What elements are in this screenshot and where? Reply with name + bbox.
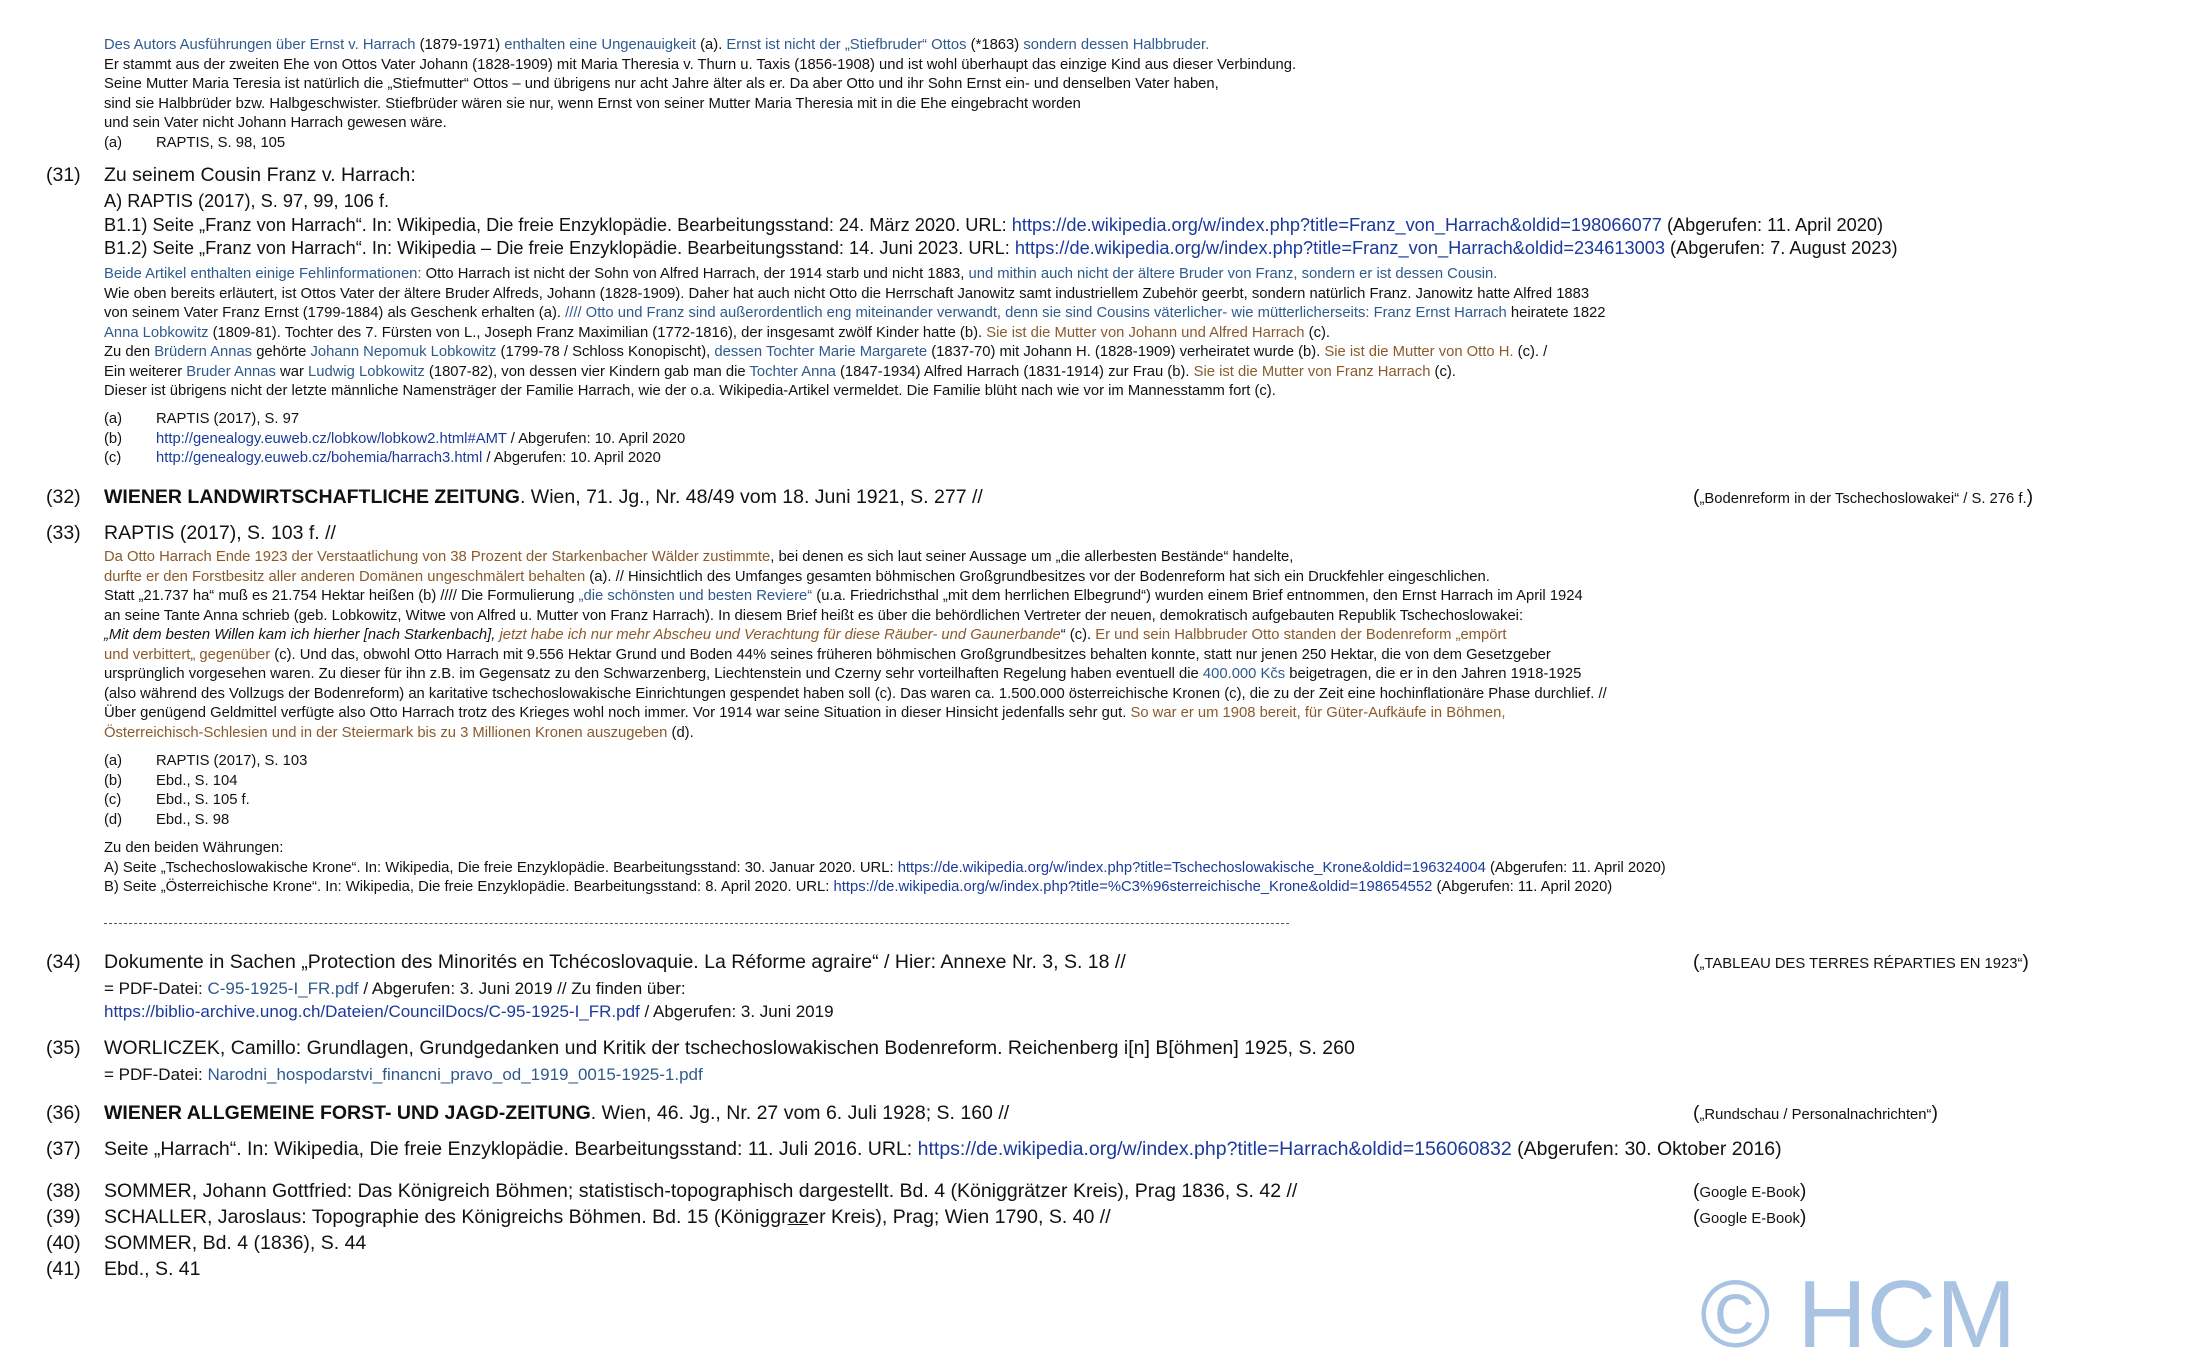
text: = PDF-Datei: xyxy=(104,979,208,998)
text: (c). xyxy=(1304,324,1331,341)
entry-31-notes xyxy=(104,265,1606,402)
entry-31-title: Zu seinem Cousin Franz v. Harrach: xyxy=(104,164,416,186)
entry-34-files xyxy=(104,977,834,1023)
entry-33-notes xyxy=(104,548,1607,743)
entry-number-35: (35) xyxy=(46,1037,81,1059)
entry-number-37: (37) xyxy=(46,1138,81,1160)
text: von seinem Vater Franz Ernst (1799-1884) als Geschenk erhalten (a). xyxy=(104,305,566,321)
entry-41: Ebd., S. 41 xyxy=(104,1258,201,1280)
footnote-label: (a) xyxy=(104,753,123,769)
note-line xyxy=(104,324,1606,344)
text-blue: „die schönsten und besten Reviere“ xyxy=(578,588,813,604)
wikipedia-link[interactable]: https://de.wikipedia.org/w/index.php?title=Tschechoslowakische_Krone&oldid=196324004 xyxy=(897,859,1486,876)
note-line xyxy=(104,704,1607,724)
entry-35-title: WORLICZEK, Camillo: Grundlagen, Grundgedanken und Kritik der tschechoslowakischen Bodenreform. Reichenberg i[n] B[öhmen] 1925, S. 260 xyxy=(104,1037,1355,1059)
text-blue: Ludwig Lobkowitz xyxy=(308,363,425,380)
article-title: „Bodenreform in der Tschechoslowakei“ / S. 276 f. xyxy=(1699,491,2027,507)
intro-line-2: Er stammt aus der zweiten Ehe von Ottos Vater Johann (1828-1909) mit Maria Theresia v. Thurn u. Taxis (1856-1908) und ist wohl überhaupt das einzige Kind aus dieser Verbindung. xyxy=(104,56,1297,73)
currency-source-b xyxy=(104,878,1666,898)
wikipedia-link[interactable]: https://de.wikipedia.org/w/index.php?title=Harrach&oldid=156060832 xyxy=(917,1138,1512,1160)
text-blue: dessen Tochter Marie Margarete xyxy=(714,344,928,360)
citation-text: . Wien, 71. Jg., Nr. 48/49 vom 18. Juni 1921, S. 277 // xyxy=(519,486,983,508)
pdf-file-link[interactable]: C-95-1925-I_FR.pdf xyxy=(207,979,359,998)
currency-heading: Zu den beiden Währungen: xyxy=(104,840,284,856)
paren: ) xyxy=(1799,1206,1807,1228)
text-blue: Beide Artikel enthalten einige Fehlinformationen: xyxy=(104,266,422,282)
text-brown: So war er um 1908 bereit, für Güter-Aufkäufe in Böhmen, xyxy=(1130,705,1506,721)
citation-text: . Wien, 46. Jg., Nr. 27 vom 6. Juli 1928; S. 160 // xyxy=(590,1102,1010,1124)
text: (c). / xyxy=(1513,344,1548,360)
text-brown: durfte er den Forstbesitz aller anderen Domänen ungeschmälert behalten xyxy=(104,568,586,585)
footnote-label: (c) xyxy=(104,450,122,466)
entry-35-pdf-line xyxy=(104,1063,703,1086)
citation-text: SCHALLER, Jaroslaus: Topographie des Königreichs Böhmen. Bd. 15 (Königgr xyxy=(104,1206,788,1228)
entry-38: SOMMER, Johann Gottfried: Das Königreich Böhmen; statistisch-topographisch dargestellt. Bd. 4 (Königgrätzer Kreis), Prag 1836, S. 42 // xyxy=(104,1180,1298,1202)
text: / Abgerufen: 3. Juni 2019 xyxy=(639,1002,834,1021)
text-blue: Anna Lobkowitz xyxy=(104,324,209,341)
entry-number-33: (33) xyxy=(46,522,81,544)
note-line xyxy=(104,265,1606,285)
footnote-text: Ebd., S. 104 xyxy=(156,772,238,789)
entry-39-source-type xyxy=(1693,1204,1806,1232)
entry-40: SOMMER, Bd. 4 (1836), S. 44 xyxy=(104,1232,367,1254)
entry-39 xyxy=(104,1204,1111,1230)
text: beigetragen, die er in den Jahren 1918-1925 xyxy=(1285,666,1582,682)
entry-38-source-type xyxy=(1693,1178,1806,1206)
text: (1879-1971) xyxy=(415,37,505,53)
text: Statt „21.737 ha“ muß es 21.754 Hektar heißen (b) //// Die Formulierung xyxy=(104,588,579,604)
wikipedia-link[interactable]: https://de.wikipedia.org/w/index.php?title=Franz_von_Harrach&oldid=198066077 xyxy=(1011,214,1662,235)
note-line xyxy=(104,665,1607,685)
paren: ( xyxy=(1693,951,1700,973)
footnote-text: RAPTIS (2017), S. 97 xyxy=(156,411,300,427)
text: (1837-70) mit Johann H. (1828-1909) verheiratet wurde (b). xyxy=(927,344,1325,360)
annex-title: „TABLEAU DES TERRES RÉPARTIES EN 1923“ xyxy=(1699,956,2023,972)
note-line xyxy=(104,724,1607,744)
text-brown: und verbittert„ gegenüber xyxy=(104,646,271,663)
text: B1.1) Seite „Franz von Harrach“. In: Wikipedia, Die freie Enzyklopädie. Bearbeitungsstand: 24. März 2020. URL: xyxy=(104,214,1012,235)
text: Über genügend Geldmittel verfügte also Otto Harrach trotz des Krieges wohl noch immer. Vor 1914 war seine Situation in dieser Hinsicht jedenfalls sehr gut. xyxy=(104,705,1131,721)
text: Zu den xyxy=(104,344,155,360)
text-blue: Des Autors Ausführungen über Ernst v. Harrach xyxy=(104,37,416,53)
footnote-text: / Abgerufen: 10. April 2020 xyxy=(506,430,686,447)
paren: ( xyxy=(1693,1102,1700,1124)
paren: ( xyxy=(1693,1206,1700,1228)
footnote-a xyxy=(104,410,685,430)
text: (1809-81). Tochter des 7. Fürsten von L., Joseph Franz Maximilian (1772-1816), der insgesamt zwölf Kinder hatte (b). xyxy=(208,324,987,341)
text: (1807-82), von dessen vier Kindern gab man die xyxy=(424,363,750,380)
entry-number-39: (39) xyxy=(46,1206,81,1228)
text: heiratete 1822 xyxy=(1506,305,1606,321)
note-line: Dieser ist übrigens nicht der letzte männliche Namensträger der Familie Harrach, wie der o.a. Wikipedia-Artikel vermeldet. Die Familie blüht nach wie vor im Mannesstamm fort (c). xyxy=(104,383,1276,399)
text-blue: und mithin auch nicht der ältere Bruder von Franz, sondern er ist dessen Cousin. xyxy=(968,266,1498,282)
text-blue: sondern dessen Halbbruder. xyxy=(1023,37,1210,53)
periodical-title: WIENER LANDWIRTSCHAFTLICHE ZEITUNG xyxy=(104,486,520,508)
paren: ) xyxy=(2022,951,2029,973)
text: (1847-1934) Alfred Harrach (1831-1914) zur Frau (b). xyxy=(835,363,1194,380)
citation-text: er Kreis), Prag; Wien 1790, S. 40 // xyxy=(808,1206,1111,1228)
text: B) Seite „Österreichische Krone“. In: Wikipedia, Die freie Enzyklopädie. Bearbeitungsstand: 8. April 2020. URL: xyxy=(104,879,834,895)
copyright-watermark: © HCM xyxy=(1700,1261,2017,1368)
text: (u.a. Friedrichsthal „mit dem herrlichen Elbegrund“) wurden einem Brief entnommen, den Ernst Harrach im April 1924 xyxy=(812,588,1583,604)
footnote-c xyxy=(104,449,685,469)
pdf-file-link[interactable]: Narodni_hospodarstvi_financni_pravo_od_1919_0015-1925-1.pdf xyxy=(207,1065,703,1084)
text-blue: Tochter Anna xyxy=(749,363,836,380)
entry-number-41: (41) xyxy=(46,1258,81,1280)
footnote-label: (b) xyxy=(104,430,123,447)
text-blue: enthalten eine Ungenauigkeit xyxy=(504,37,696,53)
archive-line xyxy=(104,1000,834,1023)
text: B1.2) Seite „Franz von Harrach“. In: Wikipedia – Die freie Enzyklopädie. Bearbeitungsstand: 14. Juni 2023. URL: xyxy=(104,238,1015,258)
underlined-text: az xyxy=(787,1206,809,1228)
text-brown: Da Otto Harrach Ende 1923 der Verstaatlichung von 38 Prozent der Starkenbacher Wälder zustimmte xyxy=(104,549,771,565)
footnote-label: (a) xyxy=(104,134,123,151)
paren: ( xyxy=(1693,486,1700,508)
text-brown: Sie ist die Mutter von Johann und Alfred Harrach xyxy=(986,324,1305,341)
source-type: Google E-Book xyxy=(1699,1185,1800,1201)
note-line xyxy=(104,548,1607,568)
text: (Abgerufen: 11. April 2020) xyxy=(1485,859,1666,876)
wikipedia-link[interactable]: https://de.wikipedia.org/w/index.php?title=%C3%96sterreichische_Krone&oldid=198654552 xyxy=(833,879,1433,895)
currency-source-a xyxy=(104,859,1666,879)
quote-text-brown: jetzt habe ich nur mehr Abscheu und Verachtung für diese Räuber- und Gaunerbande xyxy=(499,627,1061,643)
intro-line-5: und sein Vater nicht Johann Harrach gewesen wäre. xyxy=(104,115,447,131)
text: ursprünglich vorgesehen waren. Zu dieser für ihn z.B. im Gegensatz zu den Schwarzenberg, Liechtenstein und Czerny sehr vorteilhaften Regelung haben eventuell die xyxy=(104,666,1203,682)
quote-text: „Mit dem besten Willen kam ich hierher [nach Starkenbach], xyxy=(104,627,500,643)
source-b1-1 xyxy=(104,214,1898,238)
entry-number-31: (31) xyxy=(46,164,81,186)
entry-31-sources xyxy=(104,190,1898,261)
footnote-text: / Abgerufen: 10. April 2020 xyxy=(482,450,661,466)
footnote-text: RAPTIS, S. 98, 105 xyxy=(156,134,286,151)
entry-number-36: (36) xyxy=(46,1102,81,1124)
text-brown: Österreichisch-Schlesien und in der Steiermark bis zu 3 Millionen Kronen auszugeben xyxy=(104,724,668,741)
entry-31-heading xyxy=(104,162,416,188)
intro-line-4: sind sie Halbbrüder bzw. Halbgeschwister. Stiefbrüder wären sie nur, wenn Ernst von seiner Mutter Maria Theresia mit in die Ehe eingebracht worden xyxy=(104,95,1081,112)
text-blue: 400.000 Kčs xyxy=(1202,666,1286,682)
footnote-text: Ebd., S. 105 f. xyxy=(156,792,250,808)
note-line xyxy=(104,568,1607,588)
entry-32-article-title xyxy=(1693,484,2033,512)
text: / Abgerufen: 3. Juni 2019 // Zu finden über: xyxy=(358,979,686,998)
text: (c). Und das, obwohl Otto Harrach mit 9.556 Hektar Grund und Boden 44% seines früheren böhmischen Großgrundbesitzes behalten konnte, statt nur jenen 250 Hektar, die von dem Gesetzgeber xyxy=(270,646,1551,663)
text: = PDF-Datei: xyxy=(104,1065,208,1084)
footnote-b xyxy=(104,772,307,792)
footnote-d xyxy=(104,811,307,831)
text: A) Seite „Tschechoslowakische Krone“. In: Wikipedia, Die freie Enzyklopädie. Bearbeitungsstand: 30. Januar 2020. URL: xyxy=(104,859,898,876)
footnote-a xyxy=(104,752,307,772)
footnote-label: (d) xyxy=(104,811,123,828)
text-blue: Bruder Annas xyxy=(186,363,276,380)
entry-34-annex-title xyxy=(1693,949,2029,977)
text: Otto Harrach ist nicht der Sohn von Alfred Harrach, der 1914 starb und nicht 1883, xyxy=(421,266,969,282)
text: (Abgerufen: 11. April 2020) xyxy=(1432,879,1613,895)
text-brown: Sie ist die Mutter von Otto H. xyxy=(1324,344,1514,360)
citation-text: (Abgerufen: 30. Oktober 2016) xyxy=(1511,1138,1782,1160)
note-line xyxy=(104,646,1607,666)
text: gehörte xyxy=(252,344,311,360)
pdf-line xyxy=(104,977,834,1000)
text: (a). xyxy=(696,37,727,53)
text: “ (c). xyxy=(1060,627,1096,643)
intro-line-1 xyxy=(104,36,1296,56)
text-blue: Brüdern Annas xyxy=(154,344,253,360)
periodical-title: WIENER ALLGEMEINE FORST- UND JAGD-ZEITUNG xyxy=(104,1102,591,1124)
text: (Abgerufen: 11. April 2020) xyxy=(1661,214,1884,235)
archive-link[interactable]: https://biblio-archive.unog.ch/Dateien/CouncilDocs/C-95-1925-I_FR.pdf xyxy=(104,1002,640,1021)
note-line xyxy=(104,343,1606,363)
entry-number-38: (38) xyxy=(46,1180,81,1202)
entry-number-40: (40) xyxy=(46,1232,81,1254)
entry-number-34: (34) xyxy=(46,951,81,973)
note-line xyxy=(104,304,1606,324)
section-title: „Rundschau / Personalnachrichten“ xyxy=(1699,1107,1932,1123)
entry-36-section-title xyxy=(1693,1100,1938,1128)
intro-line-3: Seine Mutter Maria Teresia ist natürlich die „Stiefmutter“ Ottos – und übrigens nur acht Jahre älter als er. Da aber Otto und ihr Sohn Ernst ein- und denselben Vater haben, xyxy=(104,76,1219,92)
dashed-divider xyxy=(104,923,1289,924)
genealogy-link[interactable]: http://genealogy.euweb.cz/lobkow/lobkow2.html#AMT xyxy=(156,430,507,447)
genealogy-link[interactable]: http://genealogy.euweb.cz/bohemia/harrach3.html xyxy=(156,450,483,466)
note-line xyxy=(104,363,1606,383)
text: (1799-78 / Schloss Konopischt), xyxy=(496,344,715,360)
entry-37 xyxy=(104,1136,1782,1162)
paren: ) xyxy=(1931,1102,1938,1124)
wikipedia-link[interactable]: https://de.wikipedia.org/w/index.php?title=Franz_von_Harrach&oldid=234613003 xyxy=(1014,238,1665,258)
text: war xyxy=(275,363,308,380)
footnote-c xyxy=(104,791,307,811)
text-brown: Sie ist die Mutter von Franz Harrach xyxy=(1193,363,1431,380)
entry-32 xyxy=(104,484,983,510)
note-line xyxy=(104,626,1607,646)
entry-34-title: Dokumente in Sachen „Protection des Minorités en Tchécoslovaquie. La Réforme agraire“ / Hier: Annexe Nr. 3, S. 18 // xyxy=(104,951,1126,973)
text: (c). xyxy=(1430,363,1456,380)
text-blue: //// Otto und Franz sind außerordentlich eng miteinander verwandt, denn sie sind Cousins väterlicher- wie mütterlicherseits: Franz Ernst Harrach xyxy=(565,305,1507,321)
source-a: A) RAPTIS (2017), S. 97, 99, 106 f. xyxy=(104,191,390,211)
entry-33-footnotes xyxy=(104,752,307,830)
citation-text: Seite „Harrach“. In: Wikipedia, Die freie Enzyklopädie. Bearbeitungsstand: 11. Juli 2016. URL: xyxy=(104,1138,918,1160)
footnote-text: RAPTIS (2017), S. 103 xyxy=(156,753,308,769)
text: (Abgerufen: 7. August 2023) xyxy=(1664,238,1898,258)
text: Ein weiterer xyxy=(104,363,187,380)
note-line: Wie oben bereits erläutert, ist Ottos Vater der ältere Bruder Alfreds, Johann (1828-1909). Daher hat auch nicht Otto die Herrschaft Janowitz samt industriellem Zubehör geerbt, sondern natürlich Franz. Janowitz hatte Alfred 1883 xyxy=(104,285,1590,302)
paren: ) xyxy=(2026,486,2034,508)
footnote-text: Ebd., S. 98 xyxy=(156,811,230,828)
paren: ) xyxy=(1799,1180,1807,1202)
intro-note xyxy=(104,36,1296,153)
note-line: an seine Tante Anna schrieb (geb. Lobkowitz, Witwe von Alfred u. Mutter von Franz Harrach). In diesem Brief heißt es über die behördlichen Vertreter der neuen, demokratisch aufgebauten Republik Tschechoslowakei: xyxy=(104,607,1524,624)
text-blue: Ernst ist nicht der „Stiefbruder“ Ottos xyxy=(726,37,967,53)
entry-36 xyxy=(104,1100,1009,1126)
intro-footnote-a xyxy=(104,134,1296,154)
entry-number-32: (32) xyxy=(46,486,81,508)
source-b1-2 xyxy=(104,237,1898,261)
footnote-label: (a) xyxy=(104,411,123,427)
footnote-label: (c) xyxy=(104,792,122,808)
text: (d). xyxy=(667,724,694,741)
text-brown: Er und sein Halbbruder Otto standen der Bodenreform „empört xyxy=(1095,627,1507,643)
paren: ( xyxy=(1693,1180,1700,1202)
entry-31-footnotes xyxy=(104,410,685,469)
entry-33-head: RAPTIS (2017), S. 103 f. // xyxy=(104,522,336,544)
text: (a). // Hinsichtlich des Umfanges gesamten böhmischen Großgrundbesitzes vor der Bodenreform hat sich ein Druckfehler eingeschlichen. xyxy=(585,568,1490,585)
footnote-b xyxy=(104,430,685,450)
note-line xyxy=(104,587,1607,607)
text: (*1863) xyxy=(966,37,1024,53)
footnote-label: (b) xyxy=(104,772,123,789)
source-type: Google E-Book xyxy=(1699,1211,1800,1227)
text-blue: Johann Nepomuk Lobkowitz xyxy=(310,344,497,360)
currency-sources xyxy=(104,839,1666,898)
note-line: (also während des Vollzugs der Bodenreform) an karitative tschechoslowakische Einrichtungen gespendet haben soll (c). Das waren ca. 1.500.000 österreichische Kronen (c), die zu der Zeit eine hochinflationäre Phase durchlief. // xyxy=(104,685,1607,702)
text: , bei denen es sich laut seiner Aussage um „die allerbesten Bestände“ handelte, xyxy=(770,549,1294,565)
